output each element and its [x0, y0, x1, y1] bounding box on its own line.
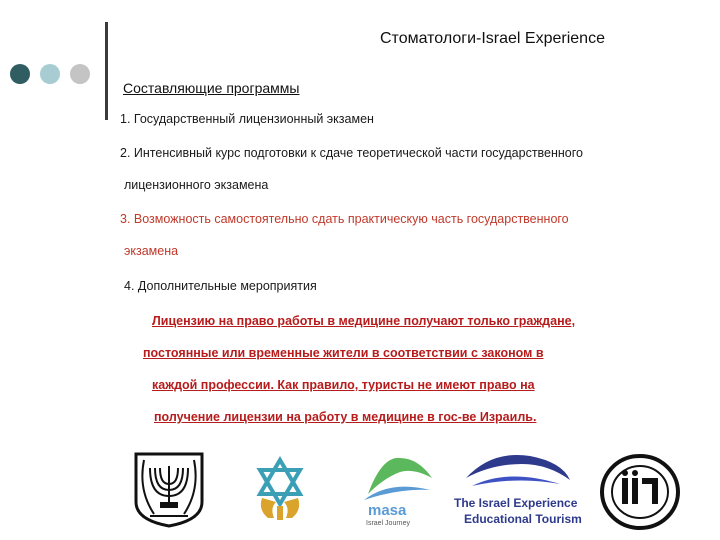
- decor-dot-2: [40, 64, 60, 84]
- decor-dot-3: [70, 64, 90, 84]
- program-item-1: 1. Государственный лицензионный экзамен: [120, 112, 374, 126]
- page-title: Стоматологи-Israel Experience: [380, 30, 605, 47]
- masa-logo-icon: [360, 450, 440, 504]
- israel-experience-logo: [452, 450, 582, 530]
- israel-experience-logo-icon: [452, 450, 582, 494]
- menorah-emblem-icon: [130, 450, 208, 528]
- program-item-3-cont: экзамена: [124, 244, 179, 258]
- round-seal-icon: [598, 452, 682, 532]
- masa-logo-text: masa: [368, 502, 407, 519]
- program-item-3: 3. Возможность самостоятельно сдать практическую часть государственного: [120, 212, 569, 226]
- masa-logo-subtext: Israel Journey: [366, 520, 410, 527]
- warning-line-2: постоянные или временные жители в соответствии с законом в: [143, 346, 544, 360]
- israel-experience-line1: The Israel Experience: [454, 496, 578, 510]
- program-item-2: 2. Интенсивный курс подготовки к сдаче теоретической части государственного: [120, 146, 583, 160]
- masa-logo: [360, 450, 440, 530]
- decor-dot-1: [10, 64, 30, 84]
- warning-line-4: получение лицензии на работу в медицине в гос-ве Израиль.: [154, 410, 537, 424]
- decor-vertical-line: [105, 22, 108, 120]
- warning-line-3: каждой профессии. Как правило, туристы не имеют право на: [152, 378, 535, 392]
- program-item-2-cont: лицензионного экзамена: [124, 178, 269, 192]
- israel-experience-line2: Educational Tourism: [464, 512, 582, 526]
- warning-line-1: Лицензию на право работы в медицине получают только граждане,: [152, 314, 576, 328]
- star-of-david-icon: [250, 456, 310, 522]
- section-subtitle: Составляющие программы: [123, 80, 300, 96]
- program-item-4: 4. Дополнительные мероприятия: [124, 279, 317, 293]
